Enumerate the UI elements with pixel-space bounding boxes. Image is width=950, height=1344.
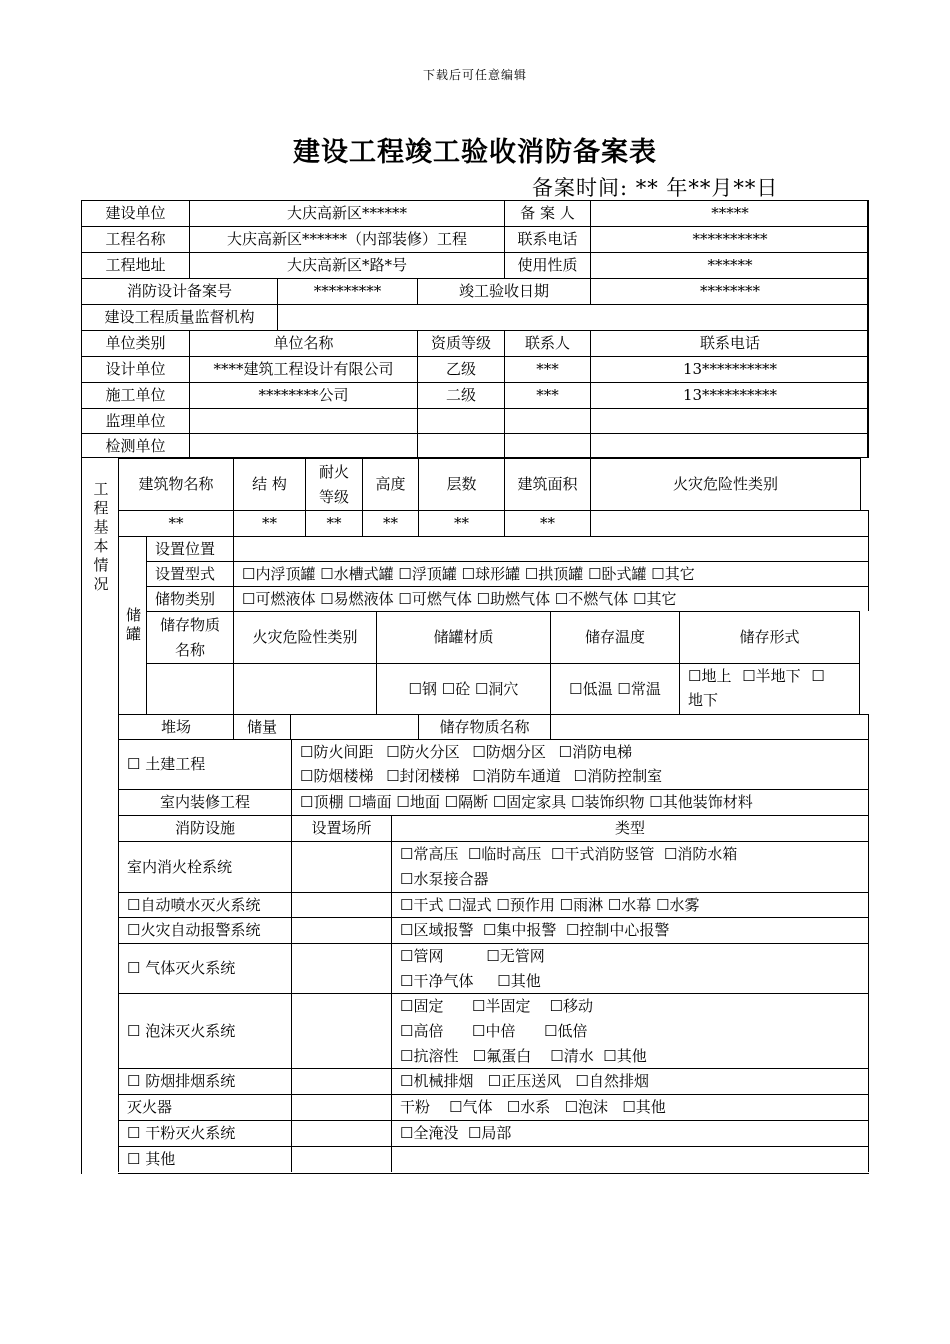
civil-works-line2: ☐防烟楼梯 ☐封闭楼梯 ☐消防车通道 ☐消防控制室 <box>300 767 663 785</box>
tank-material-name-value <box>146 663 233 714</box>
units-header-phone: 联系电话 <box>590 330 869 356</box>
facility-type-line: ☐机械排烟 ☐正压送风 ☐自然排烟 <box>400 1072 649 1090</box>
facility-name: 室内消火栓系统 <box>118 841 291 892</box>
facility-types[interactable] <box>391 993 869 1068</box>
civil-works-options[interactable] <box>291 739 869 789</box>
facility-name[interactable]: ☐火灾自动报警系统 <box>118 917 291 943</box>
basic-cell: ** <box>362 510 418 536</box>
facility-type-line: 干粉 ☐气体 ☐水系 ☐泡沫 ☐其他 <box>400 1098 666 1116</box>
table-row-cell: 检测单位 <box>81 433 189 458</box>
facility-name: 灭火器 <box>118 1094 291 1120</box>
facility-name[interactable]: ☐ 防烟排烟系统 <box>118 1068 291 1094</box>
project-name-label: 工程名称 <box>81 226 189 252</box>
usage-value: ****** <box>590 252 869 278</box>
table-row-cell: ********公司 <box>189 382 417 408</box>
basic-header-height: 高度 <box>362 458 418 510</box>
table-row-cell: 二级 <box>417 382 504 408</box>
table-row-cell: 监理单位 <box>81 408 189 433</box>
filer-value: ***** <box>590 200 869 226</box>
tank-form-options-line1: ☐地上 ☐半地下 ☐ <box>688 667 825 685</box>
facility-type-line: ☐常高压 ☐临时高压 ☐干式消防竖管 ☐消防水箱 <box>400 845 738 863</box>
yard-amount-label: 储量 <box>233 714 290 739</box>
facility-type-line: ☐抗溶性 ☐氟蛋白 ☐清水 ☐其他 <box>400 1047 647 1065</box>
facility-type-line: ☐干式 ☐湿式 ☐预作用 ☐雨淋 ☐水幕 ☐水雾 <box>400 896 700 914</box>
facility-location <box>291 1146 391 1172</box>
facility-types[interactable] <box>391 841 869 892</box>
units-header-category: 单位类别 <box>81 330 189 356</box>
table-row-cell <box>504 433 590 458</box>
table-row-cell: 乙级 <box>417 356 504 382</box>
tank-temp-options[interactable]: ☐低温 ☐常温 <box>550 663 679 714</box>
yard-material-label: 储存物质名称 <box>418 714 550 739</box>
table-row-cell: 13********** <box>590 382 869 408</box>
facility-location <box>291 943 391 993</box>
facilities-header-name: 消防设施 <box>118 815 291 841</box>
tank-hazard-label: 火灾危险性类别 <box>233 611 376 663</box>
tank-form-options-line2: 地下 <box>688 691 719 709</box>
basic-cell: ** <box>233 510 305 536</box>
table-row-cell: ****建筑工程设计有限公司 <box>189 356 417 382</box>
tank-position-label: 设置位置 <box>146 536 233 561</box>
yard-amount-value <box>290 714 418 739</box>
units-header-grade: 资质等级 <box>417 330 504 356</box>
facility-name[interactable]: ☐ 其他 <box>118 1146 291 1172</box>
yard-label: 堆场 <box>118 714 233 739</box>
facility-type-line: ☐区域报警 ☐集中报警 ☐控制中心报警 <box>400 921 670 939</box>
basic-header-floors: 层数 <box>418 458 504 510</box>
civil-works-label[interactable]: ☐ 土建工程 <box>118 739 291 789</box>
filer-label: 备 案 人 <box>504 200 590 226</box>
facility-types[interactable] <box>391 1120 869 1146</box>
table-row-cell <box>189 433 417 458</box>
tank-hazard-value <box>233 663 376 714</box>
tank-position-value <box>233 536 869 561</box>
quality-supervision-value <box>277 304 869 330</box>
facility-name[interactable]: ☐ 气体灭火系统 <box>118 943 291 993</box>
table-row-cell <box>417 408 504 433</box>
facility-name[interactable]: ☐ 泡沫灭火系统 <box>118 993 291 1068</box>
acceptance-date-value: ******** <box>590 278 869 304</box>
design-record-no-value: ********* <box>277 278 417 304</box>
construction-unit-value: 大庆高新区****** <box>189 200 504 226</box>
table-row-cell <box>590 433 869 458</box>
basic-cell: ** <box>418 510 504 536</box>
tank-form-options[interactable] <box>679 663 860 714</box>
facility-location <box>291 841 391 892</box>
project-name-value: 大庆高新区******（内部装修）工程 <box>189 226 504 252</box>
basic-header-structure: 结 构 <box>233 458 305 510</box>
facility-types[interactable] <box>391 943 869 993</box>
facility-type-line: ☐固定 ☐半固定 ☐移动 <box>400 997 594 1015</box>
quality-supervision-label: 建设工程质量监督机构 <box>81 304 277 330</box>
facility-location <box>291 917 391 943</box>
facility-types[interactable] <box>391 892 869 917</box>
decoration-label: 室内装修工程 <box>118 789 291 815</box>
table-row-cell: *** <box>504 382 590 408</box>
units-header-contact: 联系人 <box>504 330 590 356</box>
basic-header-hazard: 火灾危险性类别 <box>590 458 861 510</box>
facility-types[interactable] <box>391 917 869 943</box>
table-row-cell <box>189 408 417 433</box>
acceptance-date-label: 竣工验收日期 <box>417 278 590 304</box>
facility-types[interactable] <box>391 1068 869 1094</box>
table-row-cell: *** <box>504 356 590 382</box>
civil-works-line1: ☐防火间距 ☐防火分区 ☐防烟分区 ☐消防电梯 <box>300 743 633 761</box>
header-note: 下载后可任意编辑 <box>422 68 527 82</box>
page-title: 建设工程竣工验收消防备案表 <box>293 137 657 168</box>
facilities-header-location: 设置场所 <box>291 815 391 841</box>
construction-unit-label: 建设单位 <box>81 200 189 226</box>
basic-header-name: 建筑物名称 <box>118 458 233 510</box>
basic-cell <box>590 510 869 536</box>
tank-material-name-label: 储存物质 名称 <box>146 611 233 663</box>
tank-form-label: 储存形式 <box>679 611 860 663</box>
units-header-name: 单位名称 <box>189 330 417 356</box>
project-address-label: 工程地址 <box>81 252 189 278</box>
facility-type-line: ☐全淹没 ☐局部 <box>400 1124 512 1142</box>
basic-cell: ** <box>504 510 590 536</box>
facility-location <box>291 1094 391 1120</box>
table-row-cell: 施工单位 <box>81 382 189 408</box>
table-row-cell: 设计单位 <box>81 356 189 382</box>
tank-type-options[interactable]: ☐内浮顶罐 ☐水槽式罐 ☐浮顶罐 ☐球形罐 ☐拱顶罐 ☐卧式罐 ☐其它 <box>233 561 869 586</box>
facility-type-line: ☐干净气体 ☐其他 <box>400 972 541 990</box>
basic-cell: ** <box>305 510 362 536</box>
facility-name[interactable]: ☐ 干粉灭火系统 <box>118 1120 291 1146</box>
tank-side-label: 储罐 <box>118 536 146 714</box>
facilities-header-type: 类型 <box>391 815 869 841</box>
facility-types[interactable] <box>391 1094 869 1120</box>
facility-types[interactable] <box>391 1146 869 1172</box>
tank-type-label: 设置型式 <box>146 561 233 586</box>
decoration-options[interactable]: ☐顶棚 ☐墙面 ☐地面 ☐隔断 ☐固定家具 ☐装饰织物 ☐其他装饰材料 <box>291 789 869 815</box>
facility-location <box>291 892 391 917</box>
facility-type-line: ☐高倍 ☐中倍 ☐低倍 <box>400 1022 588 1040</box>
project-address-value: 大庆高新区*路*号 <box>189 252 504 278</box>
table-row-cell: 13********** <box>590 356 869 382</box>
design-record-no-label: 消防设计备案号 <box>81 278 277 304</box>
facility-type-line: ☐水泵接合器 <box>400 870 489 888</box>
tank-material-options[interactable]: ☐钢 ☐砼 ☐洞穴 <box>376 663 550 714</box>
record-time: 备案时间: ** 年**月**日 <box>532 176 779 200</box>
tank-temp-label: 储存温度 <box>550 611 679 663</box>
facility-location <box>291 993 391 1068</box>
basic-header-fire-rating: 耐火 等级 <box>305 458 362 510</box>
table-row-cell <box>590 408 869 433</box>
basic-side-label: 工程基本情况 <box>81 458 118 618</box>
facility-location <box>291 1068 391 1094</box>
tank-category-options[interactable]: ☐可燃液体 ☐易燃液体 ☐可燃气体 ☐助燃气体 ☐不燃气体 ☐其它 <box>233 586 869 611</box>
facility-name[interactable]: ☐自动喷水灭火系统 <box>118 892 291 917</box>
table-row-cell <box>504 408 590 433</box>
bottom-border <box>118 1173 869 1174</box>
table-row-cell <box>417 433 504 458</box>
facility-type-line: ☐管网 ☐无管网 <box>400 947 545 965</box>
phone-value: ********** <box>590 226 869 252</box>
basic-header-area: 建筑面积 <box>504 458 590 510</box>
usage-label: 使用性质 <box>504 252 590 278</box>
facility-location <box>291 1120 391 1146</box>
basic-cell: ** <box>118 510 233 536</box>
tank-category-label: 储物类别 <box>146 586 233 611</box>
phone-label: 联系电话 <box>504 226 590 252</box>
yard-material-value <box>550 714 869 739</box>
tank-material-label: 储罐材质 <box>376 611 550 663</box>
